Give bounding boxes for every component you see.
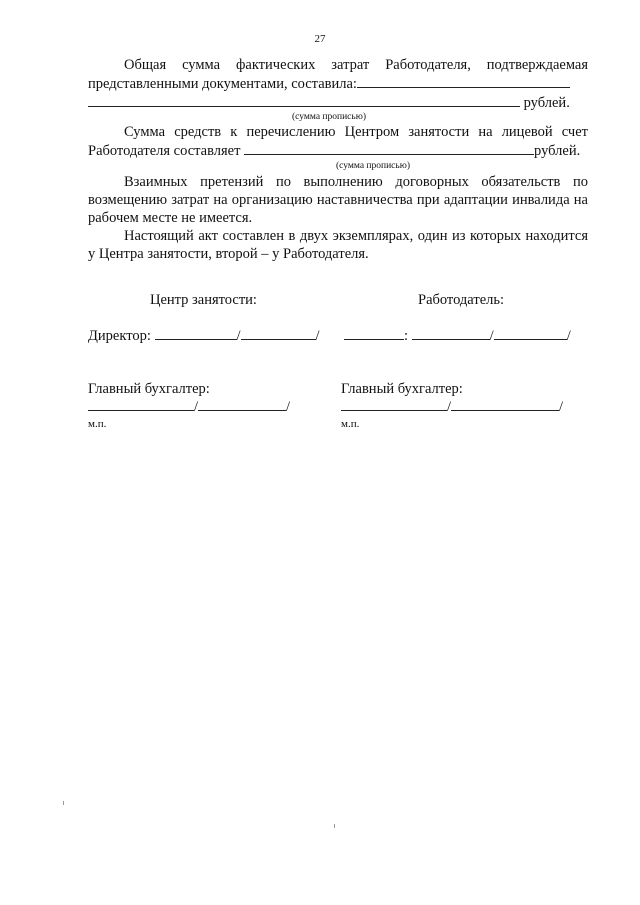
transfer-amount-rubles-label: рублей. (534, 143, 581, 160)
right-accountant-slash-2: / (559, 399, 564, 415)
transfer-amount-line-2 (88, 142, 588, 161)
employer-position-field[interactable] (344, 327, 404, 340)
scan-mark (63, 801, 64, 805)
left-stamp-place: м.п. (88, 418, 107, 430)
right-stamp-place: м.п. (341, 418, 360, 430)
total-costs-rubles-label: рублей. (523, 94, 570, 111)
paragraph-total-costs (88, 57, 588, 123)
transfer-amount-caption: (сумма прописью) (336, 160, 410, 171)
page-number: 27 (314, 33, 326, 45)
total-costs-amount-field[interactable] (357, 75, 570, 88)
director-name-field[interactable] (241, 327, 316, 340)
director-signature-row (88, 327, 320, 345)
director-slash-1: / (236, 328, 241, 344)
right-accountant-signature-field[interactable] (341, 398, 447, 411)
employer-heading: Работодатель: (418, 292, 505, 308)
right-chief-accountant-label: Главный бухгалтер: (341, 381, 463, 397)
director-slash-2: / (315, 328, 320, 344)
employer-colon: : (404, 328, 409, 344)
total-costs-line-3 (88, 94, 588, 113)
scan-mark (334, 824, 335, 828)
left-chief-accountant-label: Главный бухгалтер: (88, 381, 210, 397)
left-accountant-slash-1: / (194, 399, 199, 415)
total-costs-line-2 (88, 75, 588, 94)
document-body (88, 57, 588, 264)
left-accountant-slash-2: / (286, 399, 291, 415)
transfer-amount-line-2-text: Работодателя составляет (88, 143, 241, 160)
transfer-amount-line-1: Сумма средств к перечислению Центром занятости на лицевой счет (124, 124, 588, 141)
transfer-amount-field[interactable] (244, 142, 534, 155)
employer-slash-2: / (566, 328, 571, 344)
right-accountant-name-field[interactable] (451, 398, 559, 411)
employer-name-field[interactable] (494, 327, 567, 340)
left-chief-accountant-signature-row (88, 398, 290, 416)
paragraph-copies: Настоящий акт составлен в двух экземплярах, один из которых находится у Центра занятости, второй – у Работодателя. (88, 228, 588, 263)
employer-slash-1: / (489, 328, 494, 344)
director-label: Директор: (88, 328, 151, 344)
paragraph-no-claims: Взаимных претензий по выполнению договорных обязательств по возмещению затрат на организацию наставничества при адаптации инвалида на рабочем месте не имеется. (88, 173, 588, 226)
employer-signature-field[interactable] (412, 327, 490, 340)
left-accountant-signature-field[interactable] (88, 398, 194, 411)
total-costs-line-1: Общая сумма фактических затрат Работодателя, подтверждаемая (124, 57, 588, 73)
director-signature-field[interactable] (155, 327, 237, 340)
total-costs-amount-caption: (сумма прописью) (292, 112, 366, 123)
employer-director-signature-row (344, 327, 571, 345)
right-accountant-slash-1: / (447, 399, 452, 415)
total-costs-line-2-text: представленными документами, составила: (88, 75, 357, 92)
right-chief-accountant-signature-row (341, 398, 563, 416)
left-accountant-name-field[interactable] (198, 398, 286, 411)
total-costs-amount-field-continued[interactable] (88, 94, 520, 107)
employment-center-heading: Центр занятости: (150, 292, 257, 308)
paragraph-transfer-amount (88, 124, 588, 172)
